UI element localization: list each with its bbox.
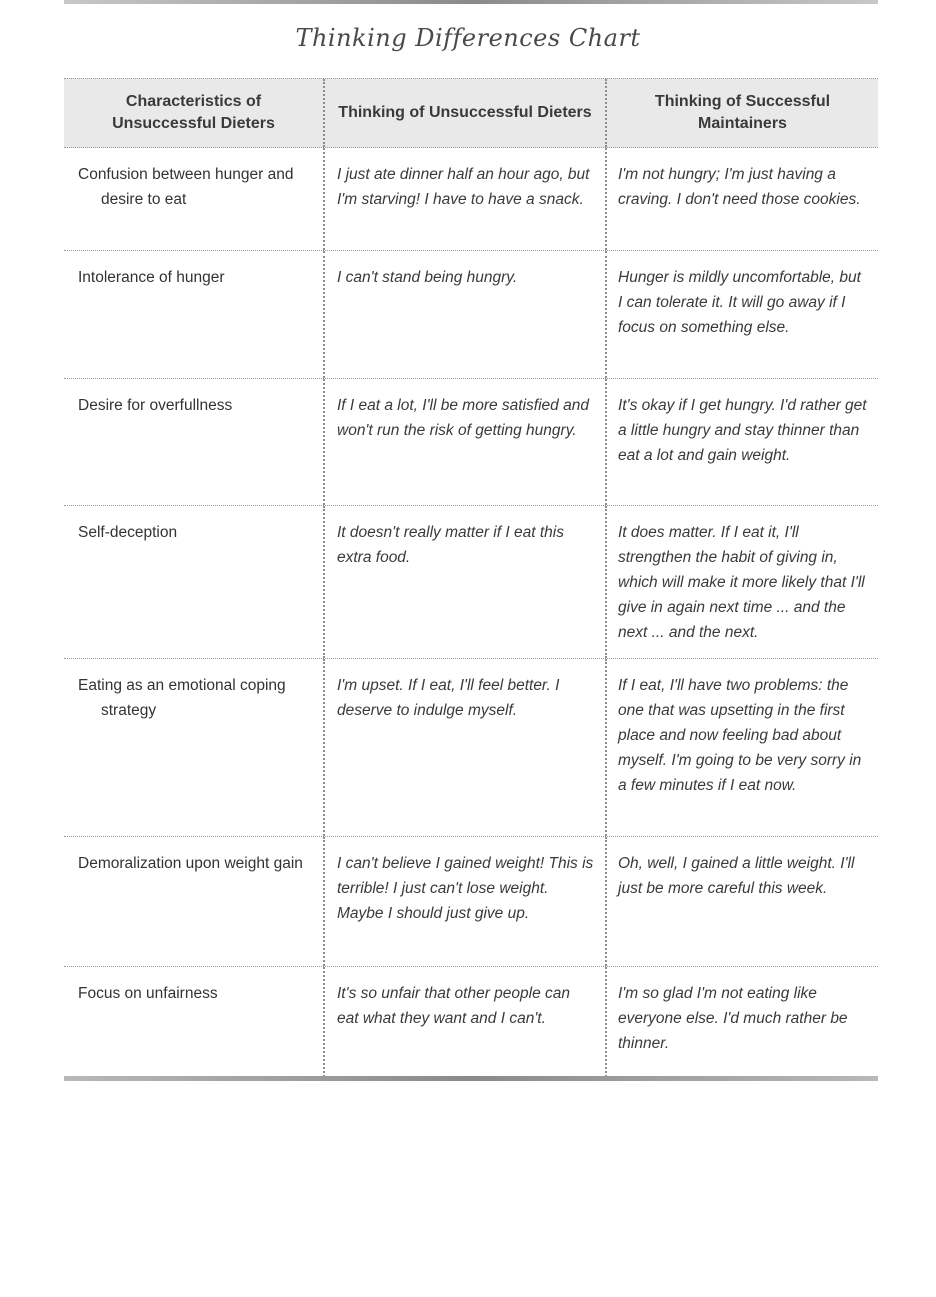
table-row (64, 148, 878, 251)
table-row (64, 379, 878, 506)
successful-thinking-cell: If I eat, I'll have two problems: the one that was upsetting in the first place and now feeling bad about myself. I'm going to be very sorry in a few minutes if I eat now. (605, 659, 878, 836)
characteristic-cell: Confusion between hunger and desire to eat (78, 166, 294, 208)
thinking-differences-table (64, 78, 878, 1077)
unsuccessful-thinking-cell: I can't stand being hungry. (323, 251, 605, 378)
table-row (64, 251, 878, 379)
table-row (64, 837, 878, 967)
unsuccessful-thinking-cell: It doesn't really matter if I eat this extra food. (323, 506, 605, 658)
successful-thinking-cell: Oh, well, I gained a little weight. I'll just be more careful this week. (605, 837, 878, 966)
header-unsuccessful-thinking: Thinking of Unsuccessful Dieters (323, 79, 605, 147)
characteristic-cell: Intolerance of hunger (78, 269, 225, 286)
unsuccessful-thinking-cell: I can't believe I gained weight! This is terrible! I just can't lose weight. Maybe I should just give up. (323, 837, 605, 966)
unsuccessful-thinking-cell: I'm upset. If I eat, I'll feel better. I deserve to indulge myself. (323, 659, 605, 836)
successful-thinking-cell: It's okay if I get hungry. I'd rather get a little hungry and stay thinner than eat a lot and gain weight. (605, 379, 878, 505)
characteristic-cell: Eating as an emotional coping strategy (78, 677, 286, 719)
table-row (64, 659, 878, 837)
successful-thinking-cell: Hunger is mildly uncomfortable, but I can tolerate it. It will go away if I focus on something else. (605, 251, 878, 378)
characteristic-cell: Demoralization upon weight gain (78, 855, 303, 872)
top-rule (64, 0, 878, 4)
chart-title: Thinking Differences Chart (295, 24, 641, 52)
characteristic-cell: Self-deception (78, 524, 178, 541)
bottom-rule (64, 1076, 878, 1081)
table-header-row (64, 78, 878, 148)
successful-thinking-cell: I'm not hungry; I'm just having a craving. I don't need those cookies. (605, 148, 878, 250)
header-successful-thinking: Thinking of Successful Maintainers (605, 79, 878, 147)
unsuccessful-thinking-cell: I just ate dinner half an hour ago, but I'm starving! I have to have a snack. (323, 148, 605, 250)
table-row (64, 506, 878, 659)
successful-thinking-cell: I'm so glad I'm not eating like everyone else. I'd much rather be thinner. (605, 967, 878, 1077)
unsuccessful-thinking-cell: It's so unfair that other people can eat what they want and I can't. (323, 967, 605, 1077)
successful-thinking-cell: It does matter. If I eat it, I'll strengthen the habit of giving in, which will make it more likely that I'll give in again next time ... and the next ... and the next. (605, 506, 878, 658)
characteristic-cell: Desire for overfullness (78, 397, 233, 414)
header-characteristics: Characteristics of Unsuccessful Dieters (112, 93, 275, 132)
characteristic-cell: Focus on unfairness (78, 985, 218, 1002)
unsuccessful-thinking-cell: If I eat a lot, I'll be more satisfied and won't run the risk of getting hungry. (323, 379, 605, 505)
table-row (64, 967, 878, 1077)
